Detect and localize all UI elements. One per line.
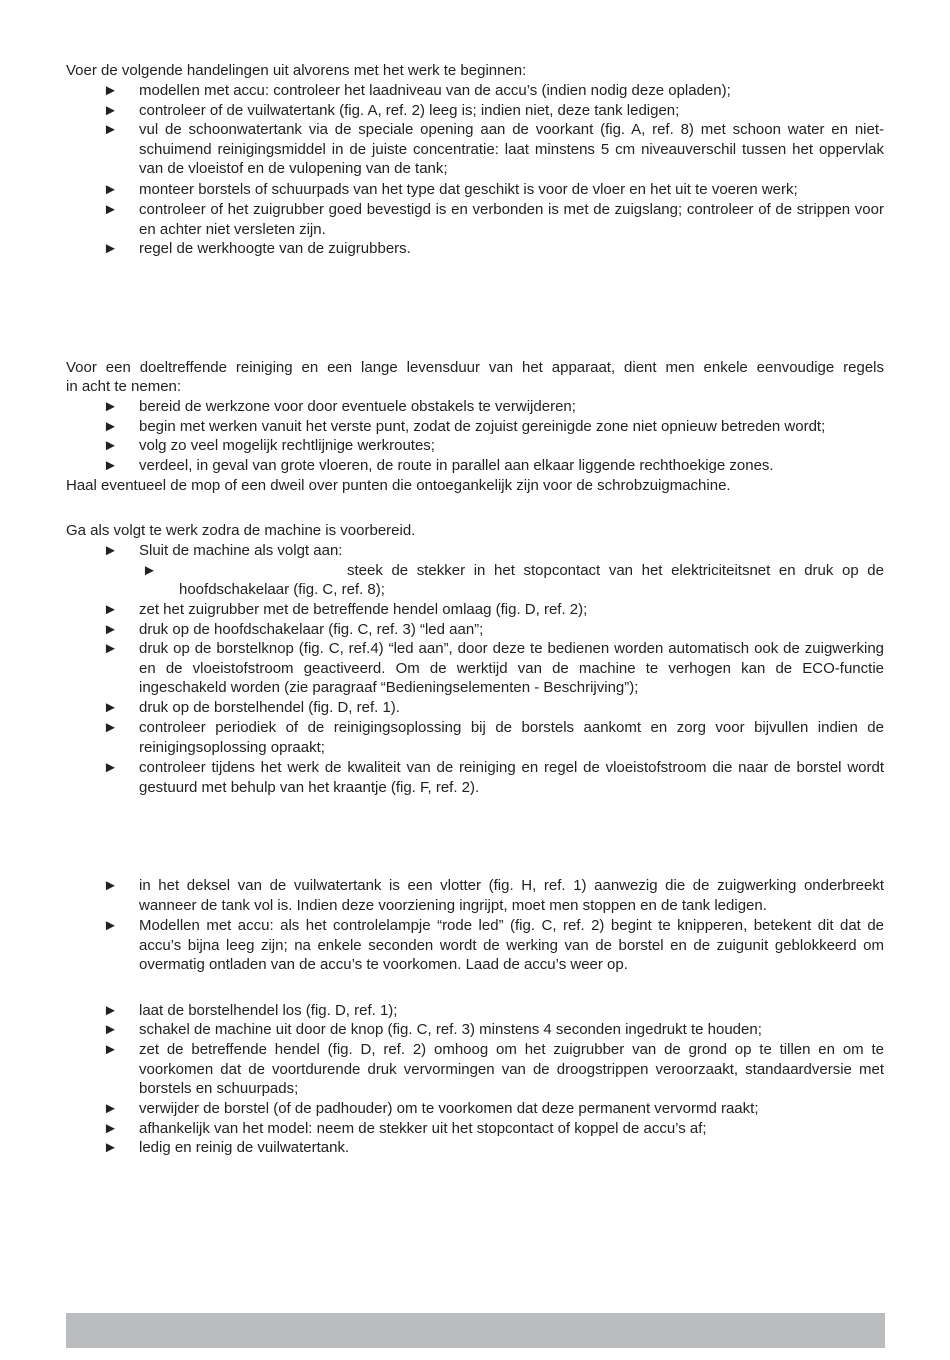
list-item: controleer of de vuilwatertank (fig. A, ref. 2) leeg is; indien niet, deze tank ledigen;: [139, 102, 680, 119]
bullet-icon: ►: [103, 437, 118, 454]
list-item: druk op de borstelhendel (fig. D, ref. 1).: [139, 699, 400, 716]
list-item: verdeel, in geval van grote vloeren, de route in parallel aan elkaar liggende rechthoekige zones.: [139, 457, 774, 474]
bullet-icon: ►: [103, 82, 118, 99]
bullet-icon: ►: [103, 418, 118, 435]
sub-item-line2: hoofdschakelaar (fig. C, ref. 8);: [179, 581, 385, 598]
list-item: laat de borstelhendel los (fig. D, ref. 1);: [139, 1002, 398, 1019]
bullet-icon: ►: [103, 699, 118, 716]
bullet-icon: ►: [103, 759, 118, 776]
list-item: vul de schoonwatertank via de speciale opening aan de voorkant (fig. A, ref. 8) met schoon water en niet-schuimend reinigingsmiddel in de juiste concentratie: laat minstens 5 cm niveauverschil tussen het oppervlak van de vloeistof en de vulopening van de tank;: [139, 121, 884, 178]
bullet-icon: ►: [103, 719, 118, 736]
list-item: zet het zuigrubber met de betreffende hendel omlaag (fig. D, ref. 2);: [139, 601, 588, 618]
bullet-icon: ►: [103, 1041, 118, 1058]
bullet-icon: ►: [103, 201, 118, 218]
list-item: ledig en reinig de vuilwatertank.: [139, 1139, 350, 1156]
list-item: modellen met accu: controleer het laadniveau van de accu’s (indien nodig deze opladen);: [139, 82, 731, 99]
list-item: bereid de werkzone voor door eventuele obstakels te verwijderen;: [139, 398, 576, 415]
list-item: Modellen met accu: als het controlelampje “rode led” (fig. C, ref. 2) begint te knipperen, betekent dit dat de accu’s bijna leeg zijn; na enkele seconden wordt de werking van de borstel en de zuigunit geblokkeerd om overmatig ontladen van de accu’s te voorkomen. Laad de accu’s weer op.: [139, 917, 884, 974]
list-item: Sluit de machine als volgt aan:: [139, 542, 343, 559]
list-item: schakel de machine uit door de knop (fig. C, ref. 3) minstens 4 seconden ingedrukt te houden;: [139, 1021, 762, 1038]
bullet-icon: ►: [103, 102, 118, 119]
list-item: in het deksel van de vuilwatertank is een vlotter (fig. H, ref. 1) aanwezig die de zuigwerking onderbreekt wanneer de tank vol is. Indien deze voorziening ingrijpt, moet men stoppen en de tank ledigen.: [139, 877, 884, 914]
bullet-icon: ►: [142, 562, 157, 579]
list-item: zet de betreffende hendel (fig. D, ref. 2) omhoog om het zuigrubber van de grond op te tillen en om te voorkomen dat de voortdurende druk vervormingen van de droogstrippen veroorzaakt, standaardversie met borstels en schuurpads;: [139, 1041, 884, 1098]
list-item: volg zo veel mogelijk rechtlijnige werkroutes;: [139, 437, 435, 454]
bullet-icon: ►: [103, 398, 118, 415]
bullet-icon: ►: [103, 1021, 118, 1038]
section2-intro-line1: Voor een doeltreffende reiniging en een lange levensduur van het apparaat, dient men enkele eenvoudige regels: [66, 359, 884, 376]
list-item: monteer borstels of schuurpads van het type dat geschikt is voor de vloer en het uit te voeren werk;: [139, 181, 798, 198]
bullet-icon: ►: [103, 601, 118, 618]
sub-item-line1: steek de stekker in het stopcontact van het elektriciteitsnet en druk op de: [347, 562, 884, 579]
section1-intro: Voer de volgende handelingen uit alvorens met het werk te beginnen:: [66, 62, 527, 79]
section2-intro-line2: in acht te nemen:: [66, 378, 182, 395]
list-item: controleer tijdens het werk de kwaliteit van de reiniging en regel de vloeistofstroom die naar de borstel wordt gestuurd met behulp van het kraantje (fig. F, ref. 2).: [139, 759, 884, 796]
bullet-icon: ►: [103, 1002, 118, 1019]
bullet-icon: ►: [103, 1100, 118, 1117]
bullet-icon: ►: [103, 542, 118, 559]
list-item: regel de werkhoogte van de zuigrubbers.: [139, 240, 411, 257]
bullet-icon: ►: [103, 457, 118, 474]
bullet-icon: ►: [103, 621, 118, 638]
list-item: afhankelijk van het model: neem de stekker uit het stopcontact of koppel de accu’s af;: [139, 1120, 707, 1137]
list-item: druk op de hoofdschakelaar (fig. C, ref. 3) “led aan”;: [139, 621, 484, 638]
bullet-icon: ►: [103, 917, 118, 934]
list-item: begin met werken vanuit het verste punt, zodat de zojuist gereinigde zone niet opnieuw betreden wordt;: [139, 418, 826, 435]
bullet-icon: ►: [103, 1139, 118, 1156]
bullet-icon: ►: [103, 877, 118, 894]
bullet-icon: ►: [103, 1120, 118, 1137]
list-item: druk op de borstelknop (fig. C, ref.4) “led aan”, door deze te bedienen worden automatisch ook de zuigwerking en de vloeistofstroom geactiveerd. Om de werktijd van de machine te verhogen kan de ECO-functie ingeschakeld worden (zie paragraaf “Bedieningselementen - Beschrijving”);: [139, 640, 884, 697]
bullet-icon: ►: [103, 640, 118, 657]
bullet-icon: ►: [103, 181, 118, 198]
list-item: verwijder de borstel (of de padhouder) om te voorkomen dat deze permanent vervormd raakt;: [139, 1100, 759, 1117]
list-item: controleer of het zuigrubber goed bevestigd is en verbonden is met de zuigslang; controleer of de strippen voor en achter niet versleten zijn.: [139, 201, 884, 238]
bullet-icon: ►: [103, 240, 118, 257]
bullet-icon: ►: [103, 121, 118, 138]
list-item: controleer periodiek of de reinigingsoplossing bij de borstels aankomt en zorg voor bijvullen indien de reinigingsoplossing opraakt;: [139, 719, 884, 756]
section3-intro: Ga als volgt te werk zodra de machine is voorbereid.: [66, 522, 416, 539]
section2-outro: Haal eventueel de mop of een dweil over punten die ontoegankelijk zijn voor de schrobzuigmachine.: [66, 477, 731, 494]
footer-bar: [66, 1313, 885, 1348]
